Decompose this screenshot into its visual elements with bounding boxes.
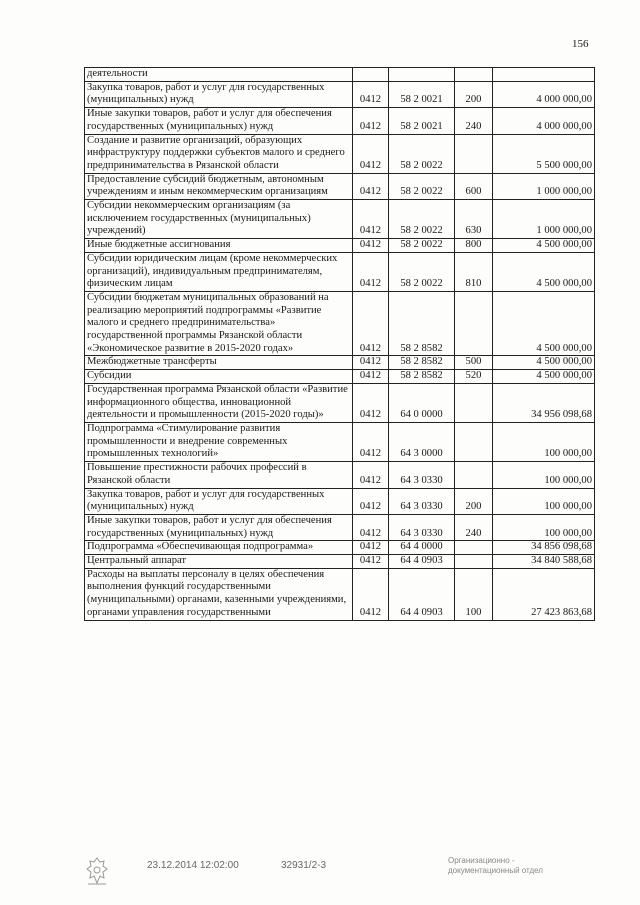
cell-name: Подпрограмма «Обеспечивающая подпрограмма» <box>85 541 353 555</box>
cell-amount: 4 000 000,00 <box>493 81 595 107</box>
table-row <box>85 291 595 356</box>
footer-document-number: 32931/2-3 <box>281 860 327 871</box>
stamp-line-1: Организационно - <box>448 856 515 865</box>
cell-expense-type <box>455 555 493 569</box>
cell-amount: 27 423 863,68 <box>493 568 595 620</box>
table-row <box>85 383 595 422</box>
cell-name: деятельности <box>85 68 353 82</box>
cell-name: Создание и развитие организаций, образующих инфраструктуру поддержки субъектов малого и среднего предпринимательства в Рязанской области <box>85 134 353 173</box>
cell-section-code: 0412 <box>353 173 389 199</box>
cell-target-article: 58 2 0022 <box>389 252 455 291</box>
cell-target-article <box>389 68 455 82</box>
cell-name: Иные закупки товаров, работ и услуг для обеспечения государственных (муниципальных) нужд <box>85 108 353 134</box>
cell-amount: 100 000,00 <box>493 488 595 514</box>
budget-table-body <box>85 68 595 621</box>
table-row <box>85 370 595 384</box>
budget-table <box>84 67 595 621</box>
cell-name: Предоставление субсидий бюджетным, автономным учреждениям и иным некоммерческим организациям <box>85 173 353 199</box>
cell-amount: 34 956 098,68 <box>493 383 595 422</box>
cell-expense-type: 810 <box>455 252 493 291</box>
cell-target-article: 58 2 0021 <box>389 81 455 107</box>
cell-expense-type: 100 <box>455 568 493 620</box>
cell-expense-type: 240 <box>455 108 493 134</box>
cell-amount: 34 856 098,68 <box>493 541 595 555</box>
cell-amount: 100 000,00 <box>493 462 595 488</box>
cell-section-code: 0412 <box>353 356 389 370</box>
cell-amount: 4 500 000,00 <box>493 239 595 253</box>
table-row <box>85 252 595 291</box>
cell-amount <box>493 68 595 82</box>
cell-expense-type <box>455 134 493 173</box>
cell-amount: 4 500 000,00 <box>493 370 595 384</box>
cell-name: Субсидии бюджетам муниципальных образований на реализацию мероприятий подпрограммы «Развитие малого и среднего предпринимательства» государственной программы Рязанской области «Экономическое развитие в 2015-2020 годах» <box>85 291 353 356</box>
department-stamp <box>448 856 543 876</box>
cell-section-code: 0412 <box>353 134 389 173</box>
cell-amount: 4 000 000,00 <box>493 108 595 134</box>
page-number: 156 <box>572 38 589 50</box>
table-row <box>85 514 595 540</box>
cell-name: Иные закупки товаров, работ и услуг для обеспечения государственных (муниципальных) нужд <box>85 514 353 540</box>
cell-amount: 100 000,00 <box>493 422 595 461</box>
cell-name: Расходы на выплаты персоналу в целях обеспечения выполнения функций государственными (муниципальными) органами, казенными учреждениями, органами управления государственными <box>85 568 353 620</box>
cell-expense-type: 600 <box>455 173 493 199</box>
cell-amount: 1 000 000,00 <box>493 173 595 199</box>
table-row <box>85 356 595 370</box>
cell-section-code: 0412 <box>353 370 389 384</box>
cell-expense-type <box>455 462 493 488</box>
cell-amount: 5 500 000,00 <box>493 134 595 173</box>
cell-section-code: 0412 <box>353 555 389 569</box>
cell-target-article: 64 3 0330 <box>389 514 455 540</box>
cell-target-article: 58 2 0021 <box>389 108 455 134</box>
table-row <box>85 173 595 199</box>
cell-expense-type: 240 <box>455 514 493 540</box>
footer-datetime: 23.12.2014 12:02:00 <box>147 860 239 871</box>
cell-target-article: 58 2 0022 <box>389 200 455 239</box>
table-row <box>85 81 595 107</box>
table-row <box>85 108 595 134</box>
table-row <box>85 568 595 620</box>
cell-target-article: 64 0 0000 <box>389 383 455 422</box>
cell-section-code: 0412 <box>353 514 389 540</box>
cell-section-code: 0412 <box>353 291 389 356</box>
cell-expense-type <box>455 68 493 82</box>
stamp-line-2: документационный отдел <box>448 866 543 875</box>
cell-expense-type: 200 <box>455 488 493 514</box>
cell-expense-type: 800 <box>455 239 493 253</box>
cell-target-article: 58 2 8582 <box>389 356 455 370</box>
cell-target-article: 58 2 0022 <box>389 239 455 253</box>
table-row <box>85 134 595 173</box>
cell-expense-type: 630 <box>455 200 493 239</box>
cell-name: Государственная программа Рязанской области «Развитие информационного общества, инновационной деятельности и промышленности (2015-2020 годы)» <box>85 383 353 422</box>
cell-section-code: 0412 <box>353 239 389 253</box>
cell-target-article: 64 3 0330 <box>389 488 455 514</box>
cell-expense-type: 200 <box>455 81 493 107</box>
cell-name: Иные бюджетные ассигнования <box>85 239 353 253</box>
cell-section-code: 0412 <box>353 488 389 514</box>
cell-section-code: 0412 <box>353 81 389 107</box>
cell-name: Закупка товаров, работ и услуг для государственных (муниципальных) нужд <box>85 488 353 514</box>
table-row <box>85 555 595 569</box>
cell-amount: 4 500 000,00 <box>493 291 595 356</box>
table-row <box>85 488 595 514</box>
cell-target-article: 58 2 0022 <box>389 134 455 173</box>
cell-section-code <box>353 68 389 82</box>
cell-name: Субсидии <box>85 370 353 384</box>
cell-expense-type: 500 <box>455 356 493 370</box>
cell-section-code: 0412 <box>353 383 389 422</box>
table-row <box>85 239 595 253</box>
cell-name: Межбюджетные трансферты <box>85 356 353 370</box>
cell-section-code: 0412 <box>353 422 389 461</box>
cell-target-article: 64 4 0903 <box>389 568 455 620</box>
cell-amount: 4 500 000,00 <box>493 356 595 370</box>
cell-amount: 1 000 000,00 <box>493 200 595 239</box>
cell-expense-type <box>455 541 493 555</box>
cell-amount: 100 000,00 <box>493 514 595 540</box>
cell-section-code: 0412 <box>353 200 389 239</box>
cell-section-code: 0412 <box>353 568 389 620</box>
cell-name: Субсидии юридическим лицам (кроме некоммерческих организаций), индивидуальным предпринимателям, физическим лицам <box>85 252 353 291</box>
page-footer <box>0 856 640 896</box>
cell-target-article: 64 3 0330 <box>389 462 455 488</box>
cell-target-article: 58 2 0022 <box>389 173 455 199</box>
cell-section-code: 0412 <box>353 108 389 134</box>
cell-name: Центральный аппарат <box>85 555 353 569</box>
coat-of-arms-icon <box>84 856 110 891</box>
table-row <box>85 462 595 488</box>
cell-expense-type <box>455 383 493 422</box>
table-row <box>85 68 595 82</box>
cell-name: Подпрограмма «Стимулирование развития промышленности и внедрение современных промышленных технологий» <box>85 422 353 461</box>
cell-amount: 34 840 588,68 <box>493 555 595 569</box>
cell-name: Субсидии некоммерческим организациям (за исключением государственных (муниципальных) учреждений) <box>85 200 353 239</box>
cell-expense-type <box>455 291 493 356</box>
table-row <box>85 541 595 555</box>
cell-expense-type <box>455 422 493 461</box>
table-row <box>85 200 595 239</box>
cell-expense-type: 520 <box>455 370 493 384</box>
table-row <box>85 422 595 461</box>
cell-target-article: 64 3 0000 <box>389 422 455 461</box>
cell-target-article: 58 2 8582 <box>389 370 455 384</box>
cell-target-article: 64 4 0903 <box>389 555 455 569</box>
cell-amount: 4 500 000,00 <box>493 252 595 291</box>
cell-name: Закупка товаров, работ и услуг для государственных (муниципальных) нужд <box>85 81 353 107</box>
cell-section-code: 0412 <box>353 252 389 291</box>
cell-target-article: 64 4 0000 <box>389 541 455 555</box>
cell-target-article: 58 2 8582 <box>389 291 455 356</box>
cell-section-code: 0412 <box>353 541 389 555</box>
cell-name: Повышение престижности рабочих профессий в Рязанской области <box>85 462 353 488</box>
cell-section-code: 0412 <box>353 462 389 488</box>
